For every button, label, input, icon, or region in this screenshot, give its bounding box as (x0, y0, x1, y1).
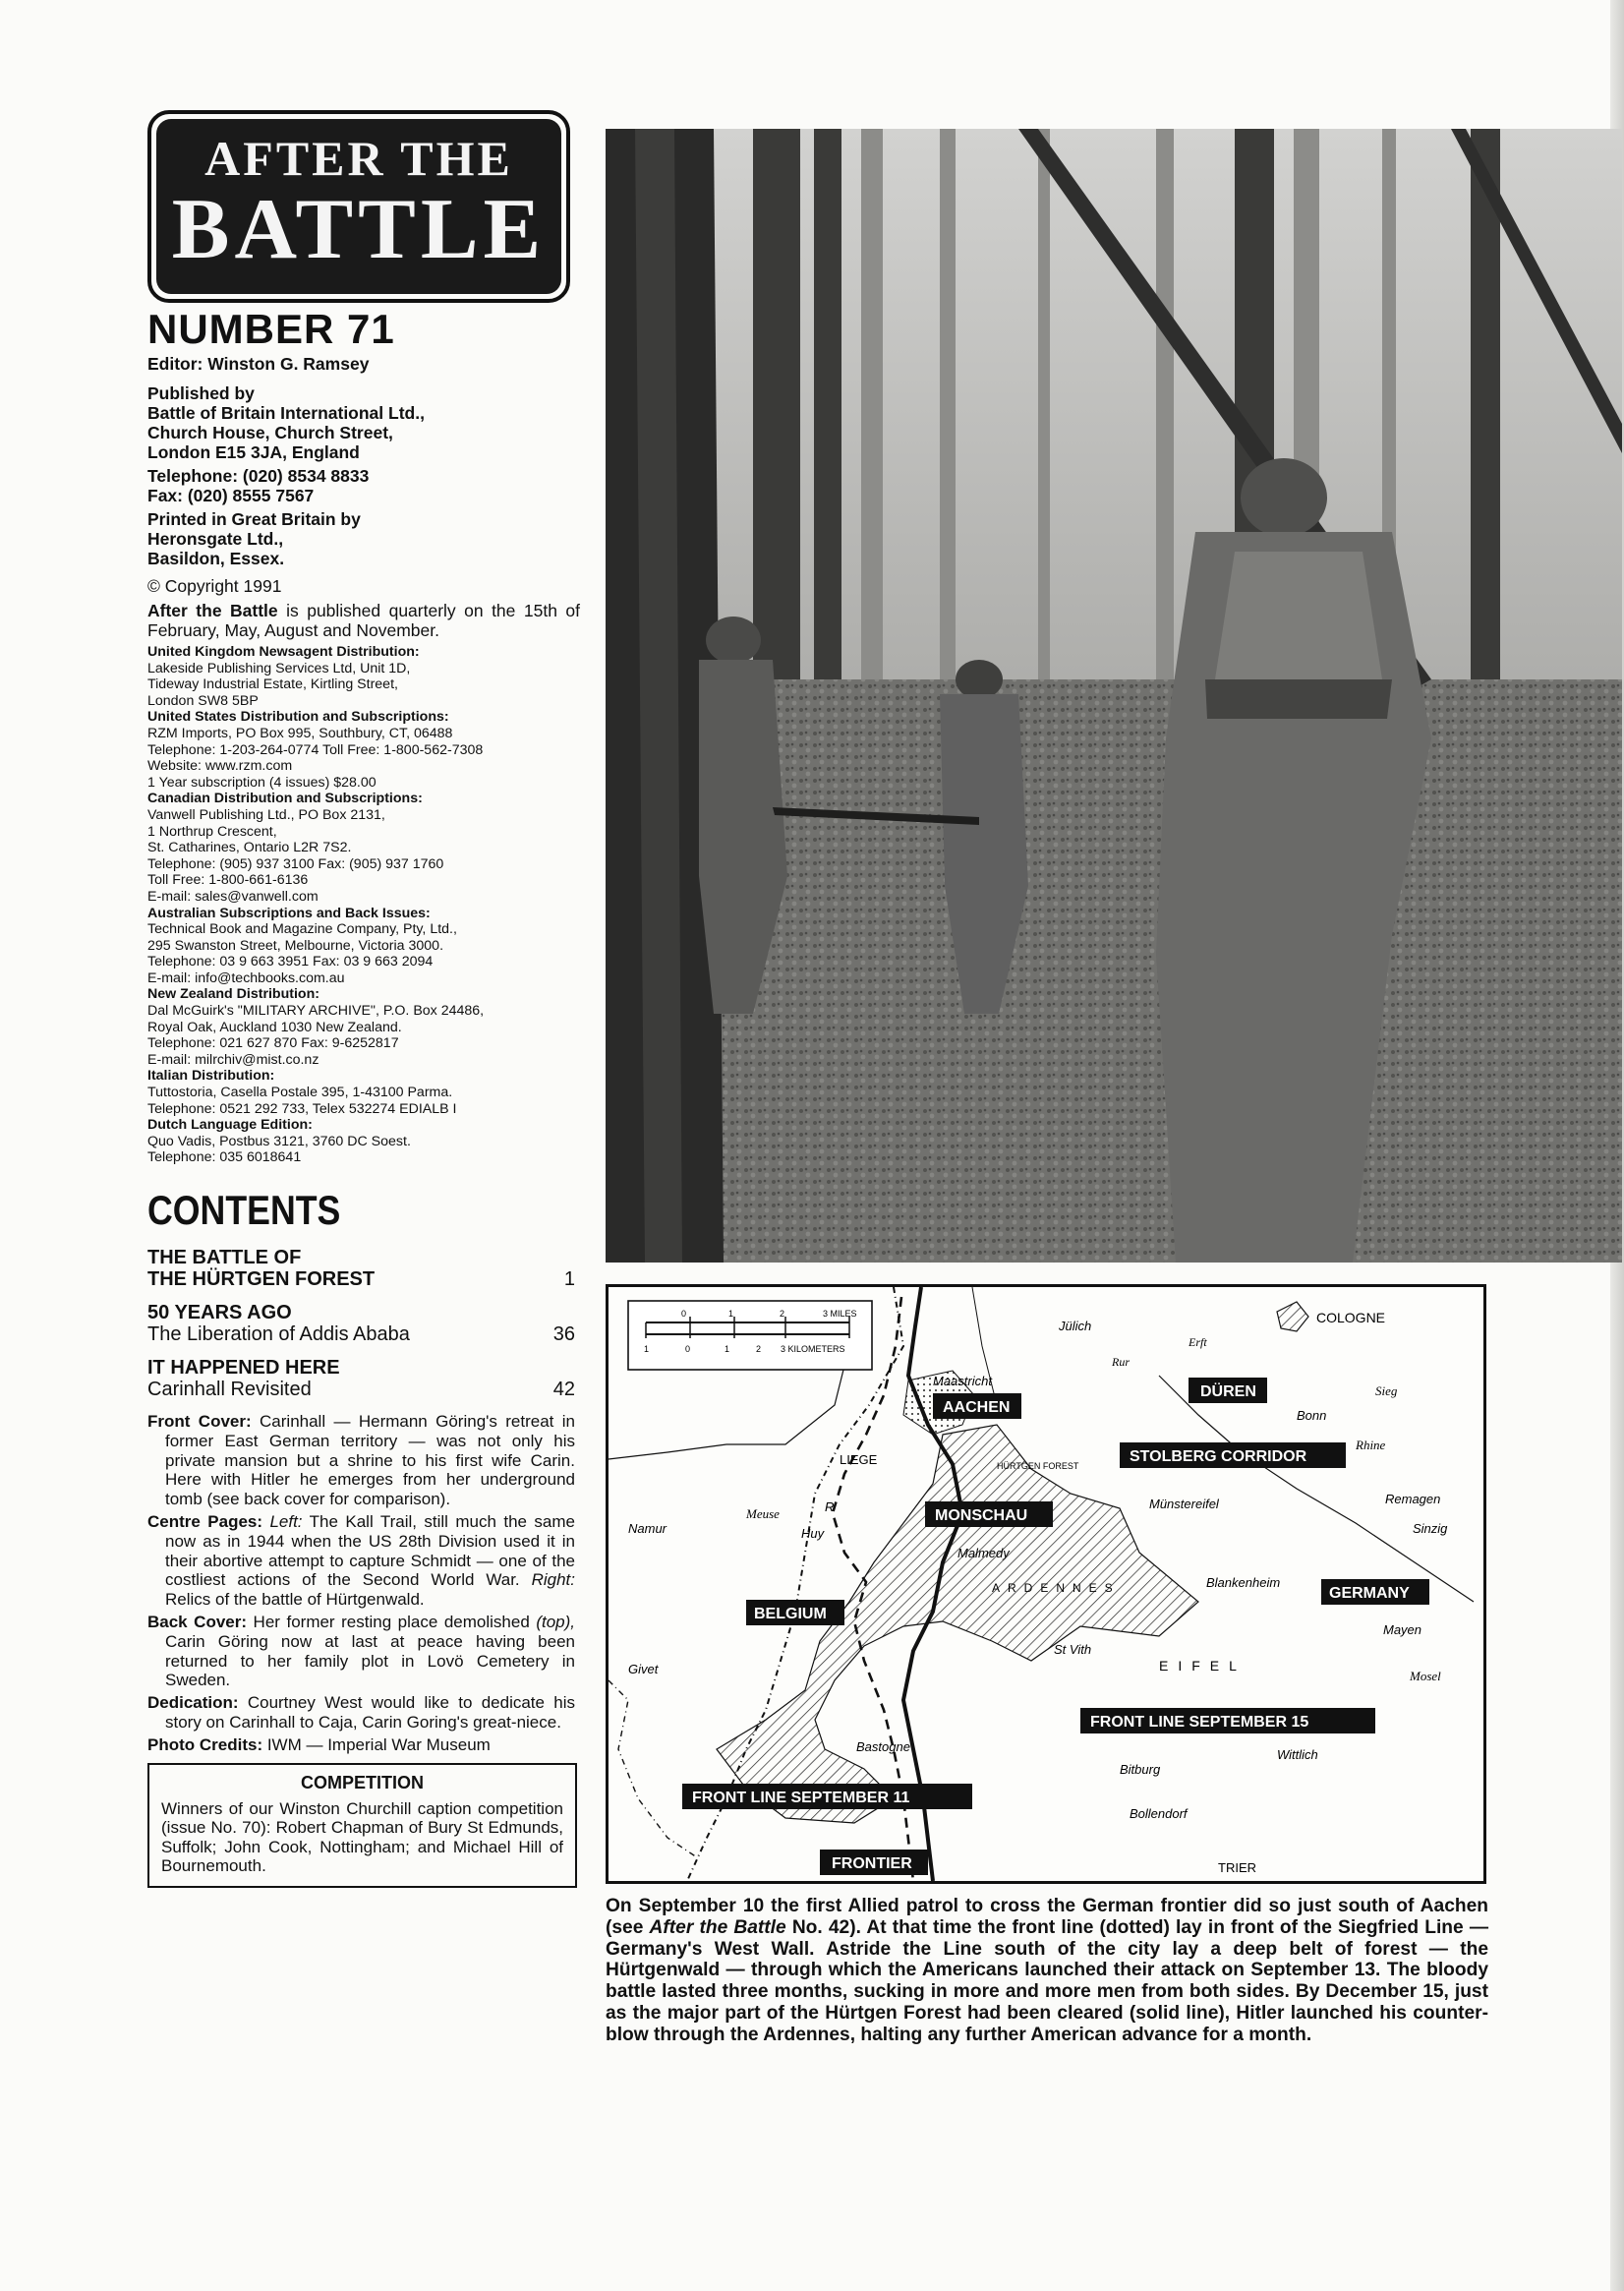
distribution-line: Telephone: 035 6018641 (147, 1149, 302, 1166)
scale-km: 2 (756, 1344, 762, 1354)
front-cover-note (147, 1412, 575, 1509)
scale-mile: 3 MILES (823, 1309, 857, 1319)
note-label: Front Cover: (147, 1412, 252, 1431)
masthead-logo (147, 110, 570, 303)
place-munstereifel: Münstereifel (1149, 1497, 1219, 1511)
place-huy: Huy (801, 1526, 825, 1541)
scale-mile: 2 (780, 1309, 785, 1319)
publisher-line: London E15 3JA, England (147, 442, 360, 462)
place-remagen: Remagen (1385, 1492, 1441, 1506)
label-monschau: MONSCHAU (935, 1507, 1028, 1524)
place-bonn: Bonn (1297, 1408, 1327, 1423)
place-erft: Erft (1189, 1335, 1207, 1349)
publisher-line: Battle of Britain International Ltd., (147, 403, 425, 423)
distribution-heading: Canadian Distribution and Subscriptions: (147, 791, 423, 807)
competition-box (147, 1763, 577, 1888)
place-sinzig: Sinzig (1413, 1521, 1448, 1536)
place-liege: LIEGE (840, 1452, 878, 1467)
telephone: Telephone: (020) 8534 8833 (147, 466, 370, 486)
back-cover-note (147, 1613, 575, 1690)
contents-item-subtitle: The Liberation of Addis Ababa (147, 1323, 410, 1345)
label-duren: DÜREN (1200, 1383, 1256, 1400)
place-maastricht: Maastricht (933, 1374, 992, 1388)
place-mayen: Mayen (1383, 1622, 1422, 1637)
place-rur: Rur (1112, 1355, 1130, 1369)
place-st-vith: St Vith (1054, 1642, 1092, 1657)
distribution-line: E-mail: sales@vanwell.com (147, 888, 319, 905)
dedication-note (147, 1693, 575, 1733)
distribution-line: Telephone: (905) 937 3100 Fax: (905) 937 1760 (147, 855, 444, 872)
schedule-text: is published quarterly on the 15th of February, May, August and November. (147, 601, 580, 640)
distribution-line: Dal McGuirk's "MILITARY ARCHIVE", P.O. Box 24486, (147, 1003, 485, 1020)
distribution-line: Quo Vadis, Postbus 3121, 3760 DC Soest. (147, 1133, 411, 1149)
photo-credits-note (147, 1735, 575, 1755)
distribution-heading: United States Distribution and Subscriptions: (147, 709, 449, 726)
label-belgium: BELGIUM (754, 1606, 827, 1622)
place-rhine: Rhine (1356, 1438, 1386, 1452)
distribution-line: Vanwell Publishing Ltd., PO Box 2131, (147, 806, 385, 823)
phone-block (147, 466, 580, 505)
place-eifel: EIFEL (1159, 1658, 1247, 1674)
distribution-heading: Italian Distribution: (147, 1068, 275, 1085)
scale-km: 1 (725, 1344, 730, 1354)
distribution-line: Technical Book and Magazine Company, Pty, Ltd., (147, 921, 457, 938)
hurtgen-forest-map (606, 1284, 1486, 1884)
place-namur: Namur (628, 1521, 667, 1536)
place-sieg: Sieg (1375, 1383, 1398, 1398)
contents-item-title: IT HAPPENED HERE (147, 1357, 340, 1379)
place-trier: TRIER (1218, 1860, 1256, 1875)
printer-line: Basildon, Essex. (147, 549, 285, 568)
place-julich: Jülich (1059, 1319, 1092, 1333)
distribution-line: Telephone: 03 9 663 3951 Fax: 03 9 663 2094 (147, 954, 434, 970)
place-bollendorf: Bollendorf (1130, 1806, 1188, 1821)
publisher-line: Church House, Church Street, (147, 423, 393, 442)
distribution-line: Website: www.rzm.com (147, 758, 293, 775)
place-hurtgen-forest: HÜRTGEN FOREST (997, 1461, 1079, 1471)
note-left: Left: (262, 1511, 303, 1531)
contents-item-title: 50 YEARS AGO (147, 1302, 292, 1323)
publishing-schedule (147, 601, 580, 640)
distribution-line: Lakeside Publishing Services Ltd, Unit 1D, (147, 660, 411, 676)
place-malmedy: Malmedy (957, 1546, 1010, 1560)
cover-notes (147, 1412, 575, 1755)
note-label: Dedication: (147, 1693, 239, 1713)
centre-pages-note (147, 1512, 575, 1610)
place-wittlich: Wittlich (1277, 1747, 1318, 1762)
contents-item-title: THE BATTLE OF (147, 1247, 302, 1268)
competition-heading: COMPETITION (301, 1772, 424, 1792)
distribution-line: Telephone: 1-203-264-0774 Toll Free: 1-800-562-7308 (147, 741, 484, 758)
note-text: Her former resting place demolished (247, 1612, 530, 1631)
note-label: Centre Pages: (147, 1511, 263, 1531)
place-meuse: Meuse (746, 1506, 780, 1521)
printer-line: Heronsgate Ltd., (147, 529, 284, 549)
scale-km: 0 (685, 1344, 691, 1354)
distribution-line: Telephone: 021 627 870 Fax: 9-6252817 (147, 1035, 399, 1052)
caption-text: No. 42). At that time the front line (dotted) lay in front of the Siegfried Line — Germany's West Wall. Astride the Line south of the city lay a deep belt of forest — the Hürtgenwald — through which the Americans launched their attack on September 13. The bloody battle lasted three months, sucking in more and more men from both sides. By December 15, just as the major part of the Hürtgen Forest had been cleared (solid line), Hitler launched his counter-blow through the Ardennes, halting any further American advance for a month. (606, 1916, 1489, 2045)
distribution-line: St. Catharines, Ontario L2R 7S2. (147, 840, 352, 856)
note-text: Carinhall — Hermann Göring's retreat in former East German territory — was not only his private mansion but a shrine to his first wife Carin. Here with Hitler he emerges from her underground tomb (see back cover for comparison). (165, 1412, 576, 1509)
distribution-heading: Australian Subscriptions and Back Issues: (147, 905, 431, 921)
scale-km: 1 (644, 1344, 650, 1354)
distribution-line: Tideway Industrial Estate, Kirtling Street, (147, 676, 398, 693)
forest-soldiers-photo (606, 129, 1622, 1263)
note-text: Relics of the battle of Hürtgenwald. (165, 1590, 425, 1610)
distribution-line: E-mail: milrchiv@mist.co.nz (147, 1051, 319, 1068)
place-ardennes: ARDENNES (992, 1581, 1121, 1595)
distribution-heading: Dutch Language Edition: (147, 1117, 313, 1134)
label-germany: GERMANY (1329, 1585, 1410, 1602)
fax: Fax: (020) 8555 7567 (147, 486, 315, 505)
distribution-line: Toll Free: 1-800-661-6136 (147, 872, 309, 889)
place-mosel: Mosel (1410, 1669, 1441, 1683)
editor: Editor: Winston G. Ramsey (147, 354, 370, 374)
contents-list (147, 1247, 575, 1400)
distribution-line: 1 Year subscription (4 issues) $28.00 (147, 774, 377, 791)
label-aachen: AACHEN (943, 1399, 1011, 1416)
place-bitburg: Bitburg (1120, 1762, 1161, 1777)
distribution-line: RZM Imports, PO Box 995, Southbury, CT, 06488 (147, 725, 453, 741)
contents-item[interactable] (147, 1247, 575, 1290)
contents-item-subtitle: Carinhall Revisited (147, 1379, 312, 1400)
place-givet: Givet (628, 1662, 659, 1676)
note-text: IWM — Imperial War Museum (262, 1734, 491, 1754)
printer-line: Printed in Great Britain by (147, 509, 361, 529)
distribution-line: 1 Northrup Crescent, (147, 823, 277, 840)
distribution-line: E-mail: info@techbooks.com.au (147, 969, 345, 986)
place-meuse-r: R (825, 1499, 835, 1514)
caption-title: After the Battle (649, 1916, 786, 1938)
contents-item-title: THE HÜRTGEN FOREST (147, 1268, 376, 1290)
label-stolberg-corridor: STOLBERG CORRIDOR (1130, 1448, 1307, 1465)
label-front-line-sept-11: FRONT LINE SEPTEMBER 11 (692, 1790, 910, 1806)
note-text: The Kall Trail, still much the same now as in 1944 when the US 28th Division used it in their abortive attempt to capture Schmidt — one of the costliest actions of the Second World War. (165, 1511, 576, 1590)
scale-mile: 1 (728, 1309, 734, 1319)
masthead-line2: BATTLE (171, 182, 547, 277)
note-right: Right: (519, 1570, 576, 1590)
distribution-line: London SW8 5BP (147, 692, 259, 709)
distribution-heading: United Kingdom Newsagent Distribution: (147, 644, 420, 660)
scale-mile: 0 (681, 1309, 687, 1319)
contents-item-page: 1 (563, 1268, 575, 1290)
printer-block (147, 509, 580, 568)
contents-item[interactable] (147, 1357, 575, 1400)
publisher-line: Published by (147, 383, 255, 403)
distribution-list (147, 644, 580, 1166)
note-text: Carin Göring now at last at peace having been returned to her family plot in Lovö Cemetery in Sweden. (165, 1631, 575, 1690)
distribution-line: Telephone: 0521 292 733, Telex 532274 EDIALB I (147, 1100, 457, 1117)
cologne-city-marker (1277, 1302, 1308, 1331)
map-caption (606, 1896, 1488, 2046)
publisher-block (147, 383, 580, 462)
note-label: Back Cover: (147, 1612, 248, 1631)
publication-title: After the Battle (147, 601, 278, 620)
issue-number: NUMBER 71 (147, 306, 395, 352)
distribution-line: Royal Oak, Auckland 1030 New Zealand. (147, 1019, 402, 1035)
copyright: © Copyright 1991 (147, 576, 282, 596)
label-front-line-sept-15: FRONT LINE SEPTEMBER 15 (1090, 1714, 1309, 1731)
label-frontier: FRONTIER (832, 1855, 912, 1872)
contents-item[interactable] (147, 1302, 575, 1345)
distribution-line: Tuttostoria, Casella Postale 395, 1-43100 Parma. (147, 1085, 453, 1101)
map-scale (628, 1301, 872, 1370)
contents-item-page: 42 (552, 1379, 575, 1400)
left-column (147, 110, 580, 1888)
scale-km: 3 KILOMETERS (781, 1344, 845, 1354)
distribution-line: 295 Swanston Street, Melbourne, Victoria 3000. (147, 937, 444, 954)
distribution-heading: New Zealand Distribution: (147, 986, 319, 1003)
place-cologne: COLOGNE (1316, 1310, 1386, 1325)
competition-text: Winners of our Winston Churchill caption competition (issue No. 70): Robert Chapman of Bury St Edmunds, Suffolk; John Cook, Nottingham; and Michael Hill of Bournemouth. (161, 1798, 563, 1876)
place-bastogne: Bastogne (856, 1739, 910, 1754)
place-blankenheim: Blankenheim (1206, 1575, 1281, 1590)
caption-text: On September 10 the first Allied patrol to cross the German frontier did so just south of Aachen (see (606, 1896, 1488, 1938)
masthead-line1: AFTER THE (204, 131, 513, 186)
note-label: Photo Credits: (147, 1734, 263, 1754)
contents-heading: CONTENTS (147, 1187, 341, 1233)
note-top: (top), (529, 1612, 576, 1631)
note-text: Courtney West would like to dedicate his story on Carinhall to Caja, Carin Goring's great-niece. (165, 1693, 575, 1732)
contents-item-page: 36 (552, 1323, 575, 1345)
